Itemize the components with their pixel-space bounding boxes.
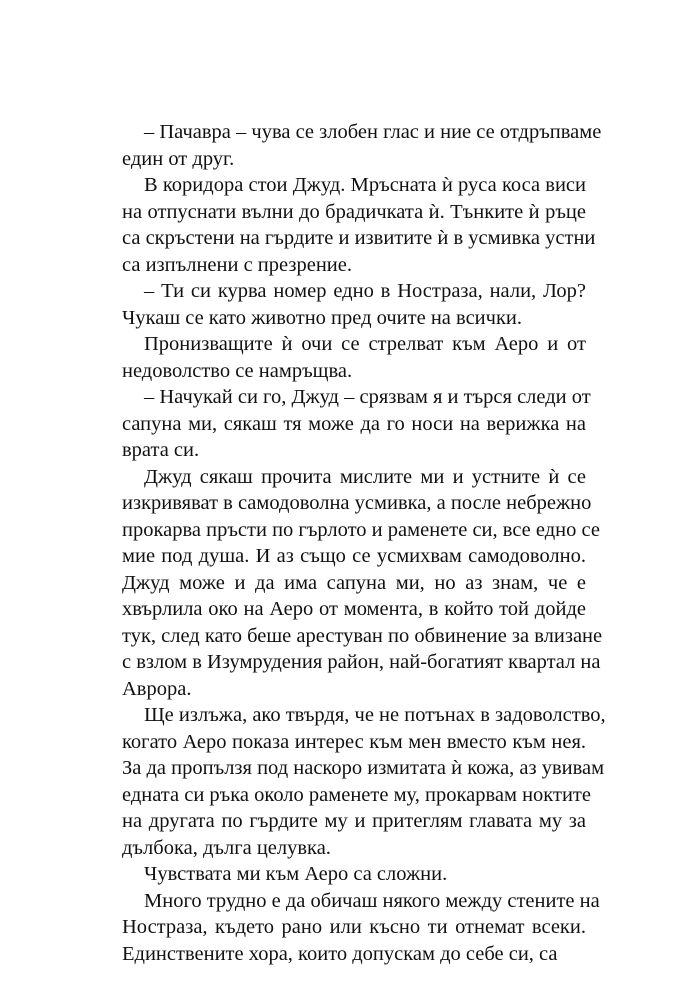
text-line: – Пачавра – чува се злобен глас и ние се отдръпваме [144, 121, 602, 143]
text-line: на другата по гърдите му и притеглям главата му за [122, 810, 586, 832]
text-line: – Ти си курва номер едно в Нострaза, нали, Лор? [144, 280, 586, 302]
text-line: изкривяват в самодоволна усмивка, а после небрежно [122, 492, 592, 514]
text-line: Аврора. [122, 677, 192, 700]
text-line: В коридора стои Джуд. Мръсната ѝ руса коса виси [144, 174, 586, 196]
text-line: едната си ръка около раменете му, прокарвам ноктите [122, 783, 591, 806]
text-line: когато Аеро показа интерес към мен вместо към нея. [122, 730, 586, 753]
text-line: За да пропълзя под наскоро измитата ѝ кожа, аз увивам [122, 757, 605, 779]
text-line: Пронизващите ѝ очи се стрелват към Аеро и от [144, 333, 586, 355]
paragraph [122, 331, 586, 384]
paragraph [122, 172, 596, 278]
paragraph [122, 119, 602, 172]
paragraph [122, 888, 600, 968]
paragraph [122, 278, 586, 331]
page-body-text [122, 119, 606, 967]
text-line: Единствените хора, които допускам до себе си, са [122, 942, 558, 965]
text-line: дълбока, дълга целувка. [122, 836, 331, 859]
text-line: Много трудно е да обичаш някого между стените на [144, 889, 600, 912]
paragraph [122, 384, 591, 464]
paragraph [122, 464, 603, 703]
text-line: Ще излъжа, ако твърдя, че не потънах в задоволство, [144, 704, 606, 726]
text-line: Чукаш се като животно пред очите на всички. [122, 306, 523, 329]
text-line: Джуд може и да има сапуна ми, но аз знам, че е [122, 571, 586, 594]
text-line: един от друг. [122, 147, 235, 170]
text-line: Джуд сякаш прочита мислите ми и устните ѝ се [144, 465, 586, 488]
text-line: мие под душа. И аз също се усмихвам самодоволно. [122, 545, 586, 567]
text-line: Чувствата ми към Аеро са сложни. [144, 863, 448, 885]
text-line: – Начукай си го, Джуд – срязвам я и търся следи от [144, 386, 591, 408]
text-line: прокарва пръсти по гърлото и раменете си, все едно се [122, 518, 600, 541]
text-line: Нострaза, където рано или късно ти отнемат всеки. [122, 916, 586, 938]
text-line: на отпуснати вълни до брадичката ѝ. Тънките ѝ ръце [122, 200, 586, 223]
text-line: с взлом в Изумрудения район, най-богатият квартал на [122, 651, 601, 673]
paragraph [122, 702, 606, 861]
text-line: врата си. [122, 439, 200, 461]
text-line: недоволство се намръщва. [122, 359, 353, 382]
paragraph [122, 861, 586, 888]
text-line: тук, след като беше арестуван по обвинение за влизане [122, 624, 603, 647]
text-line: хвърлила око на Аеро от момента, в който той дойде [122, 598, 586, 620]
text-line: са изпълнени с презрение. [122, 253, 352, 276]
text-line: сапуна ми, сякаш тя може да го носи на верижка на [122, 412, 586, 435]
text-line: са скръстени на гърдите и извитите ѝ в усмивка устни [122, 227, 596, 249]
